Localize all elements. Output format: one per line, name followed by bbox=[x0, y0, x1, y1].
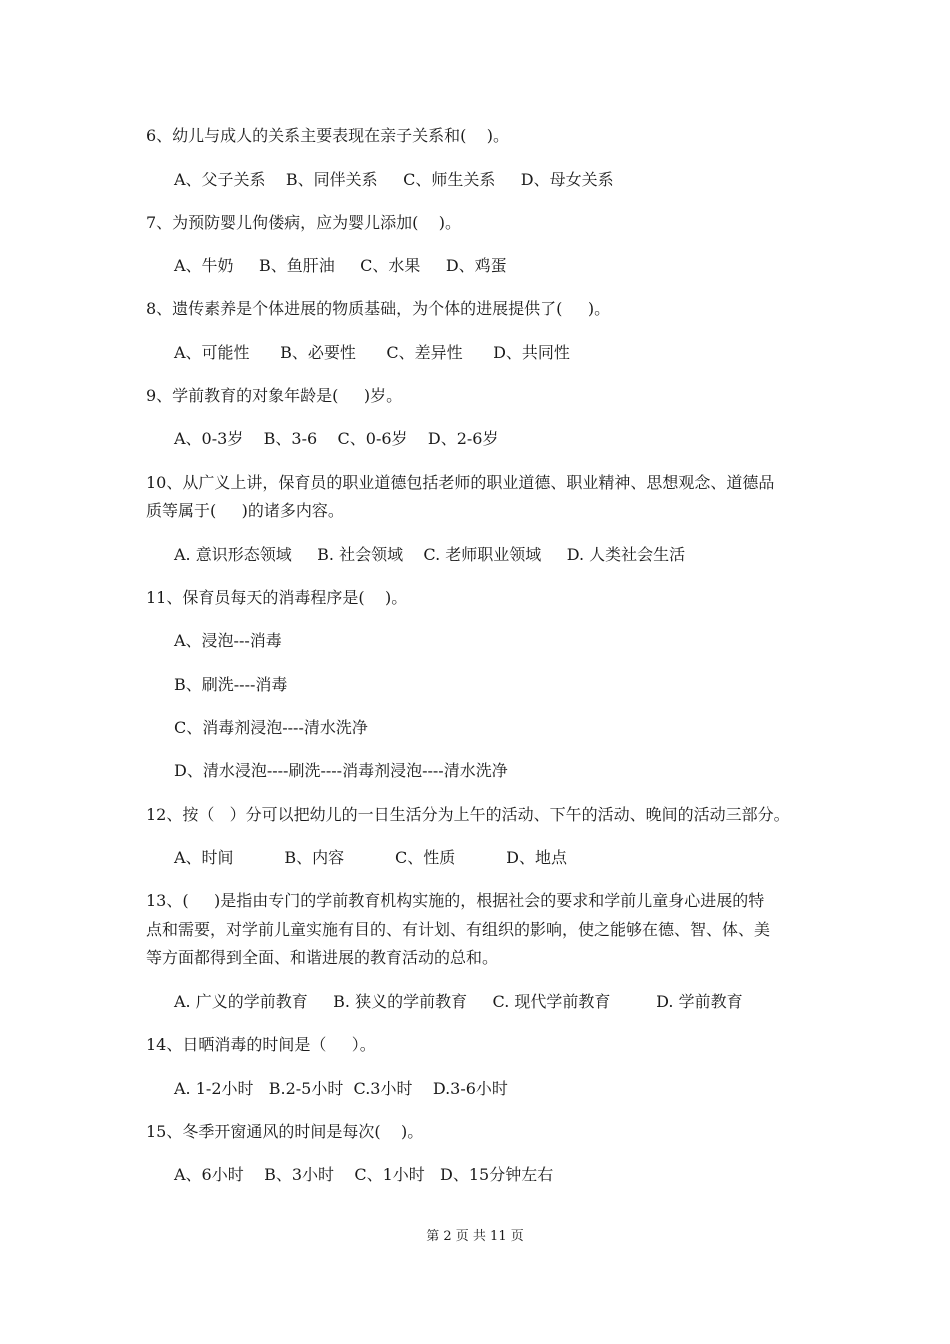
question-14-stem: 14、日晒消毒的时间是（ ）。 bbox=[146, 1035, 376, 1054]
question-7-stem: 7、为预防婴儿佝偻病，应为婴儿添加( )。 bbox=[146, 213, 462, 232]
question-11-stem: 11、保育员每天的消毒程序是( )。 bbox=[146, 588, 408, 607]
question-7-options: A、牛奶 B、鱼肝油 C、水果 D、鸡蛋 bbox=[174, 256, 507, 275]
question-8-stem: 8、遗传素养是个体进展的物质基础，为个体的进展提供了( )。 bbox=[146, 299, 611, 318]
question-13-stem-line-1: 13、( )是指由专门的学前教育机构实施的，根据社会的要求和学前儿童身心进展的特 bbox=[146, 891, 765, 910]
question-12-stem: 12、按（ ）分可以把幼儿的一日生活分为上午的活动、下午的活动、晚间的活动三部分。 bbox=[146, 805, 790, 824]
question-8-options: A、可能性 B、必要性 C、差异性 D、共同性 bbox=[174, 343, 570, 362]
question-13-stem-line-2: 点和需要，对学前儿童实施有目的、有计划、有组织的影响，使之能够在德、智、体、美 bbox=[146, 920, 771, 939]
question-11-option-d: D、清水浸泡----刷洗----消毒剂浸泡----清水洗净 bbox=[174, 761, 508, 780]
question-15-options: A、6小时 B、3小时 C、1小时 D、15分钟左右 bbox=[174, 1165, 554, 1184]
question-13-options: A. 广义的学前教育 B. 狭义的学前教育 C. 现代学前教育 D. 学前教育 bbox=[174, 992, 743, 1011]
question-11-option-c: C、消毒剂浸泡----清水洗净 bbox=[174, 718, 368, 737]
question-11-option-a: A、浸泡---消毒 bbox=[174, 631, 282, 650]
question-11-option-b: B、刷洗----消毒 bbox=[174, 675, 288, 694]
question-12-options: A、时间 B、内容 C、性质 D、地点 bbox=[174, 848, 567, 867]
question-13-stem-line-3: 等方面都得到全面、和谐进展的教育活动的总和。 bbox=[146, 948, 499, 967]
question-9-stem: 9、学前教育的对象年龄是( )岁。 bbox=[146, 386, 403, 405]
question-10-stem-line-1: 10、从广义上讲，保育员的职业道德包括老师的职业道德、职业精神、思想观念、道德品 bbox=[146, 473, 775, 492]
question-10-options: A. 意识形态领域 B. 社会领域 C. 老师职业领域 D. 人类社会生活 bbox=[174, 545, 686, 564]
question-10-stem-line-2: 质等属于( )的诸多内容。 bbox=[146, 501, 344, 520]
question-15-stem: 15、冬季开窗通风的时间是每次( )。 bbox=[146, 1122, 424, 1141]
question-6-stem: 6、幼儿与成人的关系主要表现在亲子关系和( )。 bbox=[146, 126, 510, 145]
page-footer: 第 2 页 共 11 页 bbox=[426, 1229, 524, 1244]
question-14-options: A. 1-2小时 B.2-5小时 C.3小时 D.3-6小时 bbox=[174, 1079, 508, 1098]
question-9-options: A、0-3岁 B、3-6 C、0-6岁 D、2-6岁 bbox=[174, 429, 499, 448]
question-6-options: A、父子关系 B、同伴关系 C、师生关系 D、母女关系 bbox=[174, 170, 614, 189]
